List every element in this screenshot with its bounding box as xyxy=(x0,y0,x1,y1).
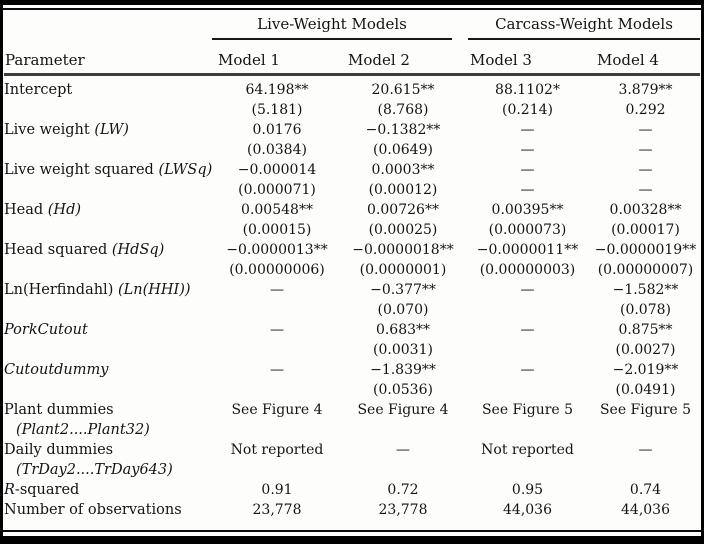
cell-value: 23,778 xyxy=(378,502,428,518)
cell-value: — xyxy=(270,362,284,378)
cell-value: Not reported xyxy=(481,442,574,458)
cell-value: −2.019** (0.0491) xyxy=(612,362,679,398)
table-row xyxy=(4,500,700,520)
cell-value: — xyxy=(638,442,653,458)
cell-value: 0.683** (0.0031) xyxy=(373,322,433,358)
table-body xyxy=(4,80,700,520)
table-content xyxy=(4,12,700,520)
cell-value: 0.72 xyxy=(387,482,419,498)
cell-value: — — xyxy=(520,162,535,198)
cell-value: — xyxy=(520,282,535,298)
cell-value: 0.0176 (0.0384) xyxy=(247,122,307,158)
cell-value: 0.875** (0.0027) xyxy=(615,322,676,358)
table-row xyxy=(4,320,700,360)
cell-value: — xyxy=(270,282,284,298)
model-4-column-header: Model 4 xyxy=(597,51,659,69)
parameter-column-header: Parameter xyxy=(5,51,85,69)
cell-value: −0.0000013** (0.00000006) xyxy=(226,242,328,278)
cell-value: 64.198** (5.181) xyxy=(245,82,309,118)
cell-value: 0.00548** (0.00015) xyxy=(241,202,313,238)
cell-value: See Figure 5 xyxy=(481,402,574,418)
cell-value: −1.582** (0.078) xyxy=(612,282,679,318)
row-parameter-label: Cutoutdummy xyxy=(4,362,109,378)
cell-value: 20.615** (8.768) xyxy=(371,82,435,118)
cell-value: 0.00395** (0.000073) xyxy=(488,202,567,238)
cell-value: 23,778 xyxy=(252,502,302,518)
cell-value: −0.0000019** (0.00000007) xyxy=(594,242,697,278)
cell-value: 0.0003** (0.00012) xyxy=(368,162,438,198)
frame-bottom-thick-rule xyxy=(0,536,704,544)
table-row xyxy=(4,480,700,500)
table-row xyxy=(4,240,700,280)
cell-value: See Figure 4 xyxy=(231,402,323,418)
model-3-column-header: Model 3 xyxy=(470,51,532,69)
table-row xyxy=(4,80,700,120)
cell-value: — xyxy=(396,442,410,458)
header-separator-rule xyxy=(4,73,700,76)
cell-value: 3.879** 0.292 xyxy=(618,82,673,118)
cell-value: See Figure 4 xyxy=(357,402,449,418)
table-row xyxy=(4,360,700,400)
cell-value: — xyxy=(520,322,535,338)
column-header-row xyxy=(4,40,700,71)
cell-value: See Figure 5 xyxy=(599,402,692,418)
cell-value: 44,036 xyxy=(621,502,670,518)
table-row xyxy=(4,120,700,160)
model-2-column-header: Model 2 xyxy=(348,51,410,69)
group-header-carcass-weight xyxy=(468,15,700,40)
cell-value: 44,036 xyxy=(503,502,552,518)
row-parameter-label: Daily dummies (TrDay2....TrDay643) xyxy=(4,440,212,480)
cell-value: 88.1102* (0.214) xyxy=(495,82,560,118)
cell-value: −0.377** (0.070) xyxy=(370,282,436,318)
column-group-header-row xyxy=(212,15,700,40)
cell-value: Not reported xyxy=(230,442,324,458)
row-parameter-label: Intercept xyxy=(4,82,73,98)
table-row xyxy=(4,160,700,200)
cell-value: 0.00726** (0.00025) xyxy=(367,202,439,238)
table-row xyxy=(4,280,700,320)
cell-value: 0.91 xyxy=(261,482,293,498)
row-parameter-sublabel: (TrDay2....TrDay643) xyxy=(16,462,173,478)
row-parameter-label: Plant dummies (Plant2....Plant32) xyxy=(4,400,212,440)
table-row xyxy=(4,200,700,240)
row-parameter-sublabel: (Plant2....Plant32) xyxy=(16,422,150,438)
frame-left-border xyxy=(0,0,3,544)
row-parameter-label: Head (Hd) xyxy=(4,202,82,218)
cell-value: −0.000014 (0.000071) xyxy=(237,162,317,198)
cell-value: — xyxy=(520,362,535,378)
cell-value: — — xyxy=(638,162,653,198)
cell-value: — — xyxy=(638,122,653,158)
group-label: Live-Weight Models xyxy=(257,15,407,33)
cell-value: — xyxy=(270,322,284,338)
table-row xyxy=(4,440,700,480)
row-parameter-label: PorkCutout xyxy=(4,322,88,338)
cell-value: — — xyxy=(520,122,535,158)
cell-value: 0.00328** (0.00017) xyxy=(609,202,682,238)
row-parameter-label: Ln(Herfindahl) (Ln(HHI)) xyxy=(4,282,191,298)
row-parameter-label: Number of observations xyxy=(4,502,182,518)
row-parameter-label: Live weight squared (LWSq) xyxy=(4,162,213,178)
frame-top-thick-rule xyxy=(0,0,704,5)
cell-value: −0.0000011** (0.00000003) xyxy=(476,242,579,278)
group-label: Carcass-Weight Models xyxy=(495,15,673,33)
cell-value: −0.1382** (0.0649) xyxy=(365,122,441,158)
cell-value: −1.839** (0.0536) xyxy=(370,362,436,398)
frame-bottom-thin-rule xyxy=(0,530,704,532)
frame-top-thin-rule xyxy=(0,8,704,10)
row-parameter-label: R-squared xyxy=(4,482,80,498)
regression-results-table xyxy=(4,80,700,520)
cell-value: −0.0000018** (0.0000001) xyxy=(352,242,454,278)
row-parameter-label: Head squared (HdSq) xyxy=(4,242,165,258)
row-parameter-label: Live weight (LW) xyxy=(4,122,129,138)
cell-value: 0.95 xyxy=(511,482,544,498)
table-row xyxy=(4,400,700,440)
cell-value: 0.74 xyxy=(629,482,662,498)
group-header-live-weight xyxy=(212,15,452,40)
model-1-column-header: Model 1 xyxy=(218,51,280,69)
